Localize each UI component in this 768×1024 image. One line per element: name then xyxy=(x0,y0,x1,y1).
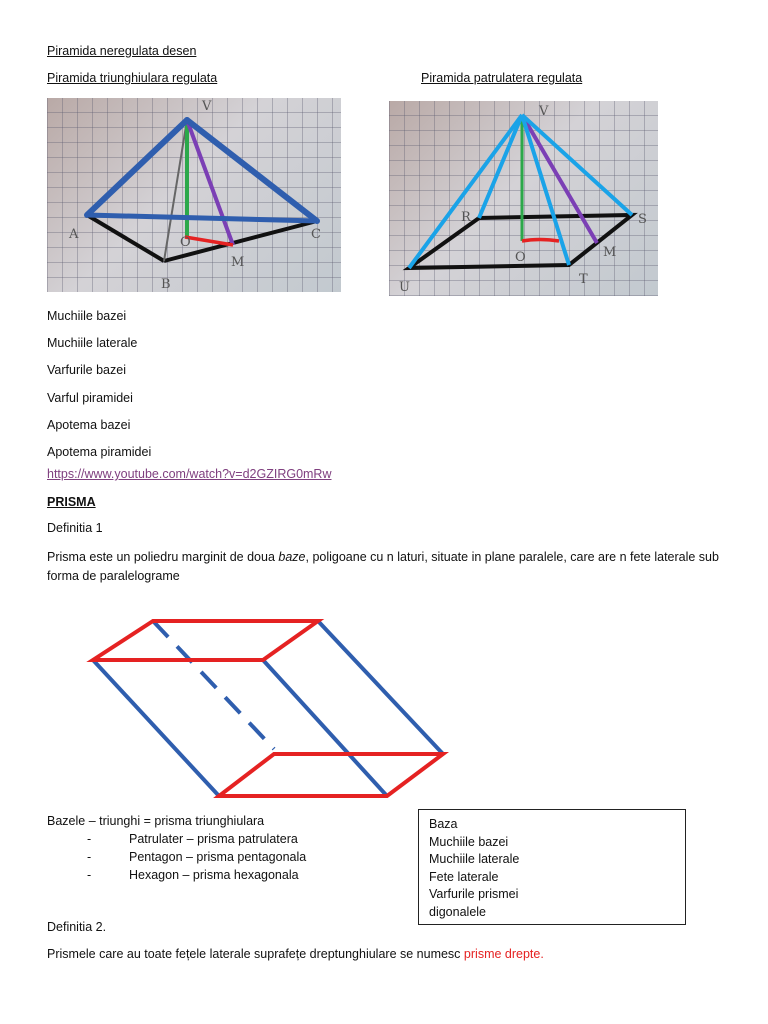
label-m: M xyxy=(603,245,617,260)
base-edge-ac-highlight xyxy=(87,215,317,221)
term-item: Apotema piramidei xyxy=(47,445,152,460)
lateral-edge-3 xyxy=(318,621,443,754)
definition-2-text xyxy=(47,947,544,961)
lateral-edge-2 xyxy=(263,660,387,796)
term-item: Muchiile laterale xyxy=(47,336,138,351)
lateral-edge-vu xyxy=(409,115,522,268)
base-apothem-om xyxy=(522,240,559,242)
label-b: B xyxy=(161,277,171,292)
label-u: U xyxy=(399,280,410,295)
def1-text-end: , poligoane cu n laturi, situate in plane paralele, care are n fete laterale sub forma de paralelograme xyxy=(47,550,719,583)
apothem-vm xyxy=(522,115,597,243)
list-dash: - xyxy=(87,850,92,864)
label-t: T xyxy=(579,272,588,287)
box-item: Baza xyxy=(429,817,458,831)
pyramid-terms-list xyxy=(47,303,151,466)
box-item: Fete laterale xyxy=(429,869,499,884)
heading-triangular-pyramid: Piramida triunghiulara regulata xyxy=(47,71,218,85)
base-edge-ab xyxy=(87,215,164,261)
top-base xyxy=(93,621,318,660)
bases-list xyxy=(47,812,306,884)
label-s: S xyxy=(638,212,647,227)
square-pyramid-drawing xyxy=(389,101,658,296)
heading-square-pyramid: Piramida patrulatera regulata xyxy=(421,71,583,85)
label-v: V xyxy=(539,104,549,119)
box-item: Muchiile laterale xyxy=(429,852,520,866)
heading-irregular-pyramid: Piramida neregulata desen xyxy=(47,44,197,58)
list-text: Patrulater – prisma patrulatera xyxy=(129,832,298,846)
bottom-base xyxy=(219,754,443,796)
label-a: A xyxy=(69,227,79,242)
label-c: C xyxy=(311,227,321,242)
label-o: O xyxy=(515,250,526,265)
box-item: digonalele xyxy=(429,904,486,919)
prisma-title: PRISMA xyxy=(47,495,96,509)
lateral-edge-1 xyxy=(93,660,219,796)
def1-text-start: Prisma este un poliedru marginit de doua xyxy=(47,550,279,564)
definition-2-title: Definitia 2. xyxy=(47,920,107,934)
prism-drawing xyxy=(80,608,460,806)
def2-text: Prismele care au toate fețele laterale suprafețe dreptunghiulare se numesc xyxy=(47,947,464,961)
box-item: Varfurile prismei xyxy=(429,887,519,901)
label-m: M xyxy=(231,255,245,270)
list-text: Pentagon – prisma pentagonala xyxy=(129,850,307,864)
box-item: Muchiile bazei xyxy=(429,834,509,849)
label-r: R xyxy=(461,210,471,225)
list-text: Hexagon – prisma hexagonala xyxy=(129,868,299,882)
def2-highlight: prisme drepte. xyxy=(463,947,544,961)
triangular-pyramid-drawing xyxy=(47,98,341,292)
term-item: Apotema bazei xyxy=(47,417,131,432)
youtube-link[interactable]: https://www.youtube.com/watch?v=d2GZIRG0mRw xyxy=(47,467,332,481)
list-item xyxy=(47,830,306,848)
hidden-lateral-edge xyxy=(153,621,274,749)
definition-1-text xyxy=(47,548,727,586)
label-o: O xyxy=(180,235,191,250)
definition-1-title: Definitia 1 xyxy=(47,521,103,535)
label-v: V xyxy=(202,99,212,114)
list-dash: - xyxy=(87,832,92,846)
term-item: Varful piramidei xyxy=(47,390,133,405)
prism-elements-box xyxy=(418,809,686,925)
term-item: Varfurile bazei xyxy=(47,363,126,378)
list-item xyxy=(47,848,306,866)
lateral-edge-va xyxy=(87,120,187,215)
base-apothem-om xyxy=(185,237,233,245)
list-dash: - xyxy=(87,868,92,882)
term-item: Muchiile bazei xyxy=(47,309,127,323)
triangular-pyramid-photo xyxy=(47,98,341,292)
bases-line: Bazele – triunghi = prisma triunghiulara xyxy=(47,814,265,828)
list-item xyxy=(47,866,306,884)
def1-text-emphasis: baze xyxy=(278,550,306,564)
square-pyramid-photo xyxy=(389,101,658,296)
